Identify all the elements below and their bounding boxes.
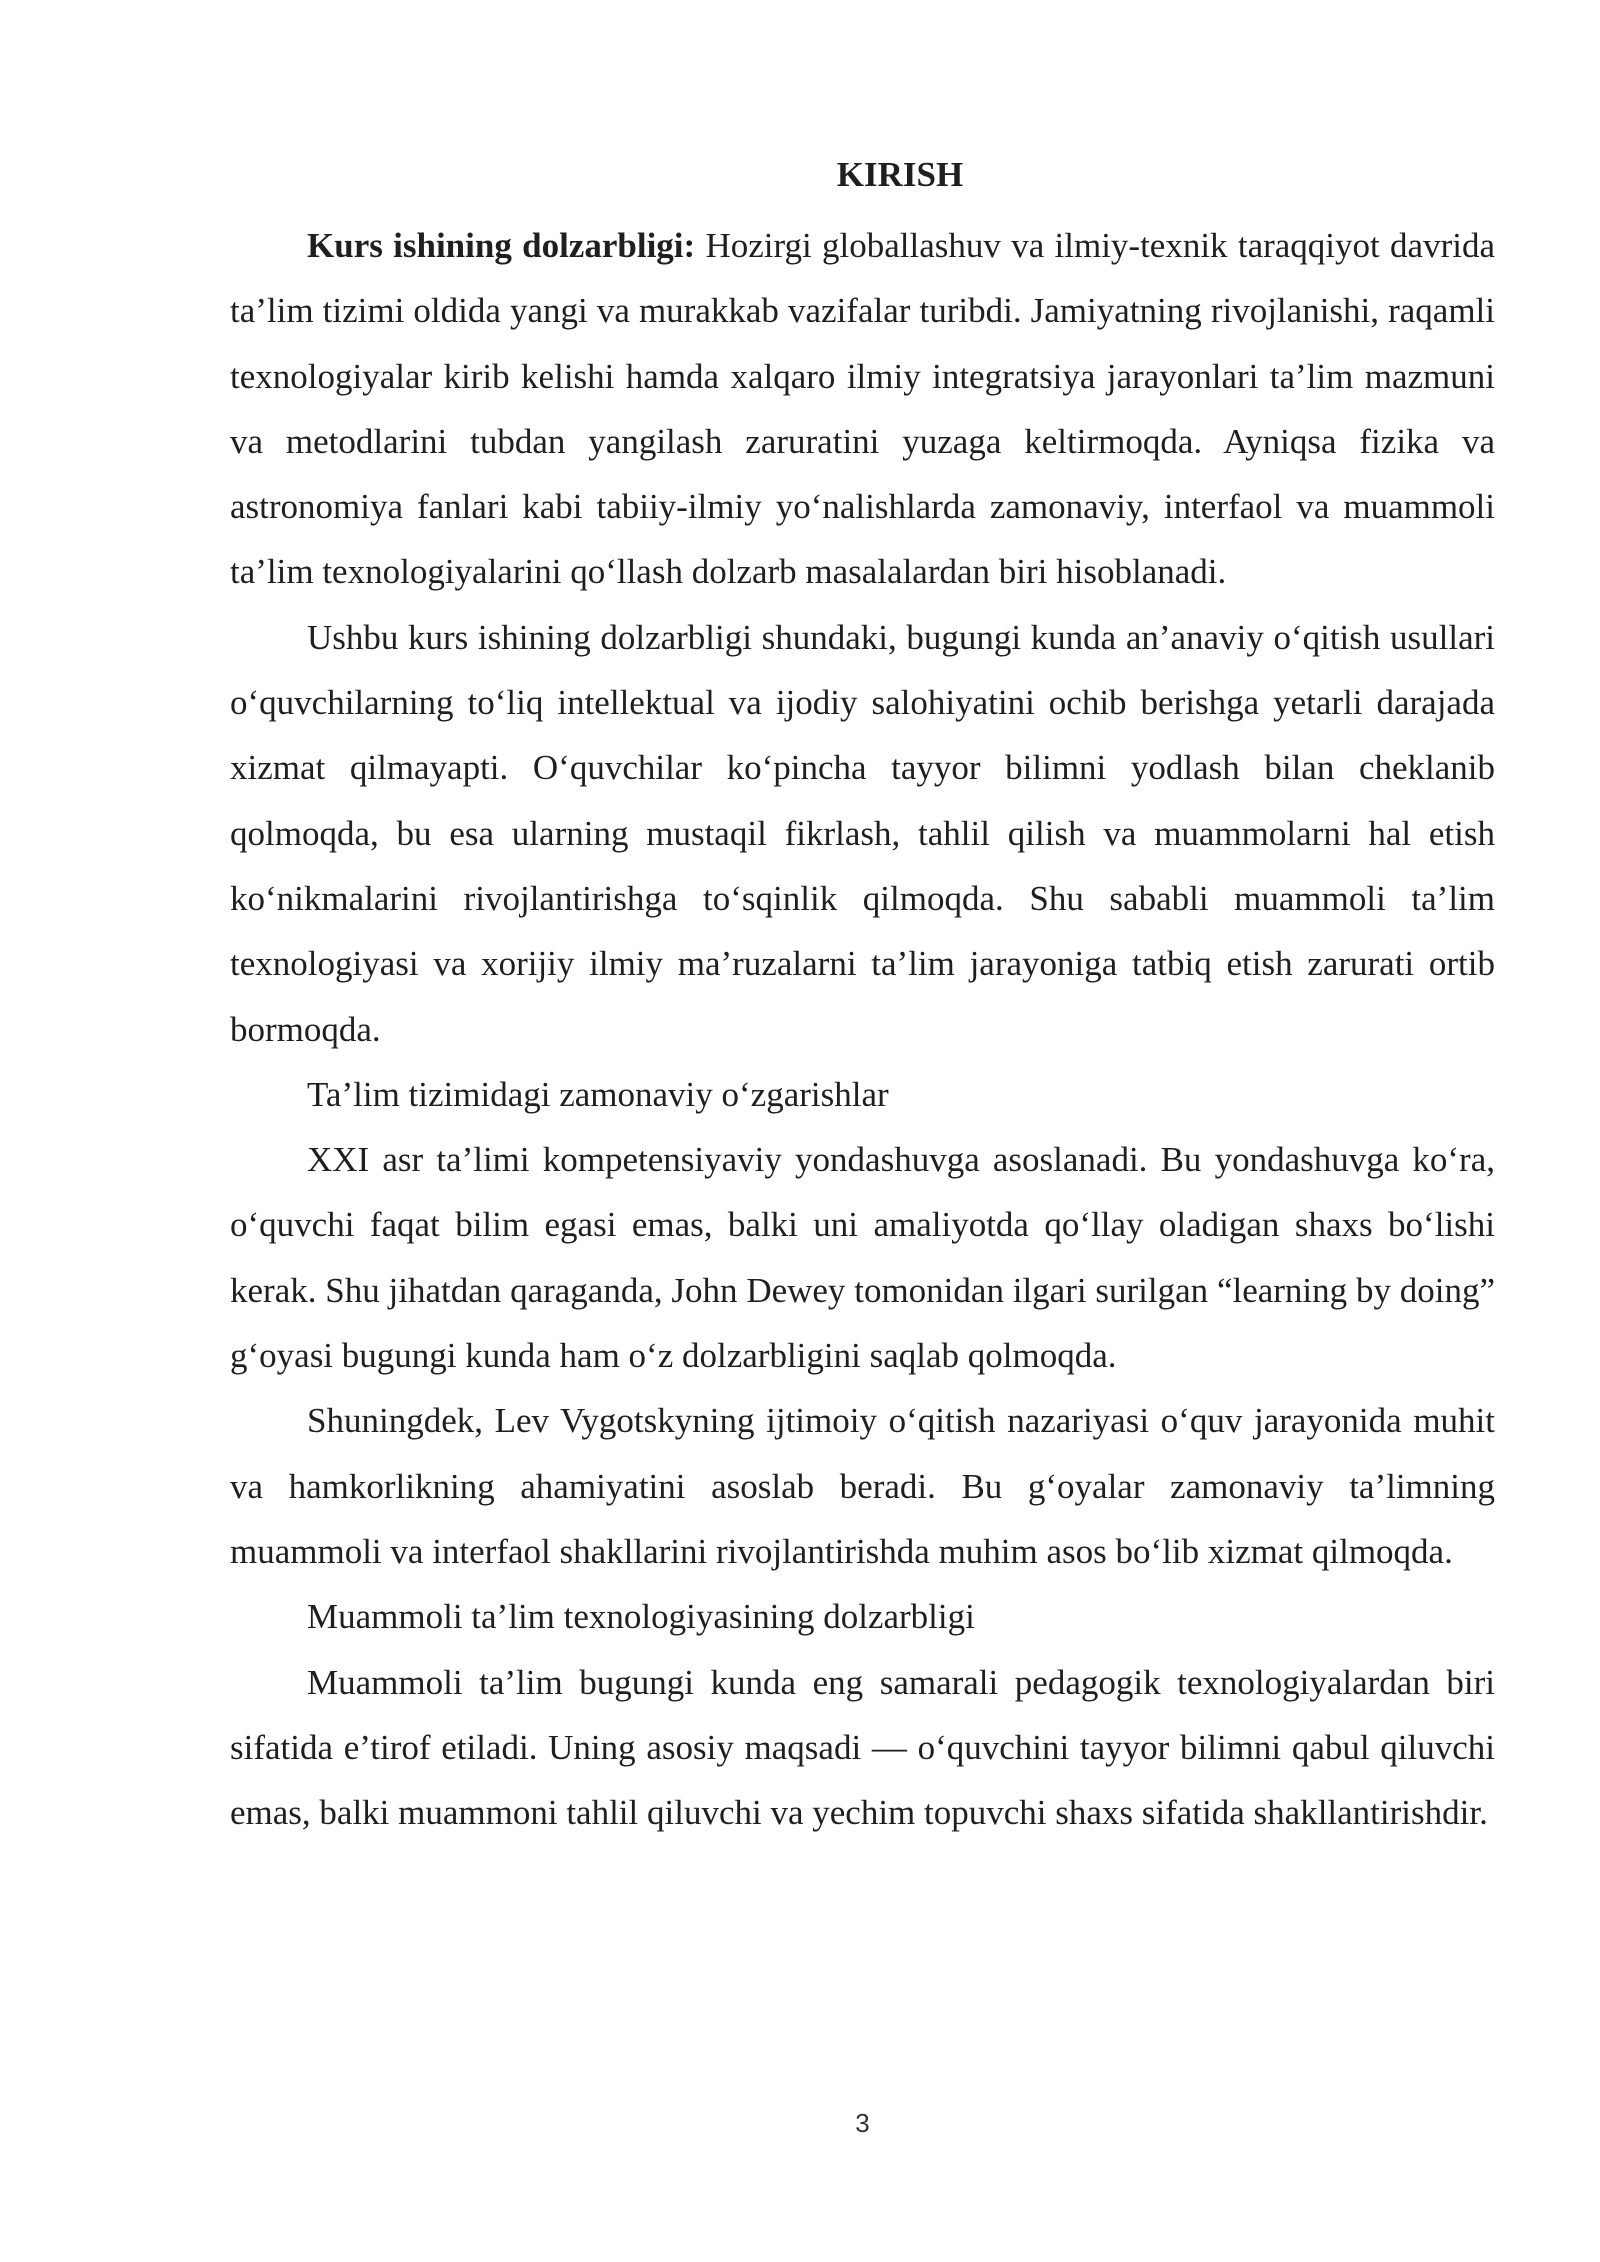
intro-text: Hozirgi globallashuv va ilmiy-texnik taraqqiyot davrida ta’lim tizimi oldida yangi va murakkab vazifalar turibdi. Jamiyatning rivojlanishi, raqamli texnologiyalar kirib kelishi hamda xalqaro ilmiy integratsiya jarayonlari ta’lim mazmuni va metodlarini tubdan yangilash zaruratini yuzaga keltirmoqda. Ayniqsa fizika va astronomiya fanlari kabi tabiiy-ilmiy yo‘nalishlarda zamonaviy, interfaol va muammoli ta’lim texnologiyalarini qo‘llash dolzarb masalalardan biri hisoblanadi. bbox=[230, 226, 1495, 592]
document-body bbox=[230, 213, 1495, 1845]
page-title: KIRISH bbox=[836, 155, 964, 194]
paragraph-relevance: Ushbu kurs ishining dolzarbligi shundaki, bugungi kunda an’anaviy o‘qitish usullari o‘quvchilarning to‘liq intellektual va ijodiy salohiyatini ochib berishga yetarli darajada xizmat qilmayapti. O‘quvchilar ko‘pincha tayyor bilimni yodlash bilan cheklanib qolmoqda, bu esa ularning mustaqil fikrlash, tahlil qilish va muammolarni hal etish ko‘nikmalarini rivojlantirishga to‘sqinlik qilmoqda. Shu sababli muammoli ta’lim texnologiyasi va xorijiy ilmiy ma’ruzalarni ta’lim jarayoniga tatbiq etish zarurati ortib bormoqda. bbox=[230, 617, 1495, 1049]
intro-paragraph bbox=[230, 213, 1495, 605]
page-number: 3 bbox=[855, 2108, 870, 2138]
paragraph-competence: XXI asr ta’limi kompetensiyaviy yondashuvga asoslanadi. Bu yondashuvga ko‘ra, o‘quvchi faqat bilim egasi emas, balki uni amaliyotda qo‘llay oladigan shaxs bo‘lishi kerak. Shu jihatdan qaraganda, John Dewey tomonidan ilgari surilgan “learning by doing” g‘oyasi bugungi kunda ham o‘z dolzarbligini saqlab qolmoqda. bbox=[230, 1140, 1495, 1376]
paragraph-problem-learning: Muammoli ta’lim bugungi kunda eng samarali pedagogik texnologiyalardan biri sifatida e’tirof etiladi. Uning asosiy maqsadi — o‘quvchini tayyor bilimni qabul qiluvchi emas, balki muammoni tahlil qiluvchi va yechim topuvchi shaxs sifatida shakllantirishdir. bbox=[230, 1662, 1495, 1833]
intro-label: Kurs ishining dolzarbligi: bbox=[307, 226, 696, 265]
section-heading-problem-learning: Muammoli ta’lim texnologiyasining dolzarbligi bbox=[307, 1597, 975, 1637]
paragraph-vygotsky: Shuningdek, Lev Vygotskyning ijtimoiy o‘qitish nazariyasi o‘quv jarayonida muhit va hamkorlikning ahamiyatini asoslab beradi. Bu g‘oyalar zamonaviy ta’limning muammoli va interfaol shakllarini rivojlantirishda muhim asos bo‘lib xizmat qilmoqda. bbox=[230, 1401, 1495, 1571]
section-heading-modern-changes: Ta’lim tizimidagi zamonaviy o‘zgarishlar bbox=[307, 1074, 889, 1114]
